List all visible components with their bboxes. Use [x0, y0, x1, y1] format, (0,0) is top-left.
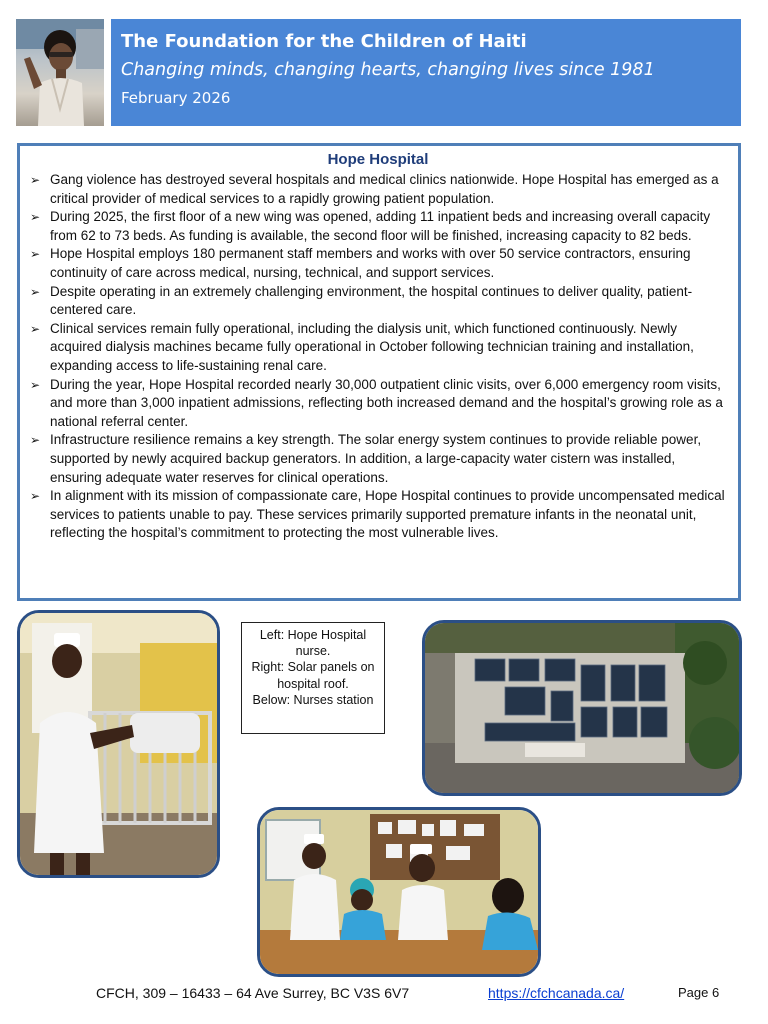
- organization-title: The Foundation for the Children of Haiti: [121, 31, 527, 52]
- solar-panels-photo: [422, 620, 742, 796]
- page-number: Page 6: [678, 985, 720, 1000]
- arrowhead-bullet-icon: ➢: [30, 210, 41, 225]
- website-link[interactable]: https://cfchcanada.ca/: [488, 985, 625, 1001]
- issue-date: February 2026: [121, 89, 231, 107]
- caption-below: Below: Nurses station: [252, 692, 374, 707]
- photo-caption: [241, 622, 385, 734]
- mailing-address: CFCH, 309 – 16433 – 64 Ave Surrey, BC V3S 6V7: [96, 985, 410, 1001]
- arrowhead-bullet-icon: ➢: [30, 284, 41, 299]
- list-item: ➢ During the year, Hope Hospital recorded nearly 30,000 outpatient clinic visits, over 6,000 emergency room visits, and more than 3,000 inpatient admissions, reflecting both increased demand and the hospital’s growing role as a national referral center.: [30, 376, 723, 429]
- list-item: ➢ During 2025, the first floor of a new wing was opened, adding 11 inpatient beds and increasing overall capacity from 62 to 73 beds. As funding is available, the second floor will be finished, increasing capacity to 82 beds.: [30, 209, 711, 243]
- list-item: ➢ Gang violence has destroyed several hospitals and medical clinics nationwide. Hope Hospital has emerged as a critical provider of medical services to a rapidly growing patient population.: [30, 172, 719, 206]
- list-item: ➢ Clinical services remain fully operational, including the dialysis unit, which functioned continuously. Newly acquired dialysis machines became fully operational in October following technician training and installation, expanding access to life-sustaining renal care.: [30, 320, 694, 373]
- arrowhead-bullet-icon: ➢: [30, 247, 41, 262]
- list-item: ➢ In alignment with its mission of compassionate care, Hope Hospital continues to provide uncompensated medical services to patients unable to pay. These services primarily supported premature infants in the neonatal unit, reflecting the hospital’s commitment to protecting the most vulnerable lives.: [30, 488, 725, 541]
- arrowhead-bullet-icon: ➢: [30, 489, 41, 504]
- caption-left: Left: Hope Hospital nurse.: [259, 628, 367, 659]
- page-footer: [0, 985, 768, 1005]
- hope-hospital-article: [17, 143, 741, 601]
- arrowhead-bullet-icon: ➢: [30, 321, 41, 336]
- caption-right: Right: Solar panels on hospital roof.: [251, 660, 375, 691]
- founder-portrait: [16, 19, 104, 126]
- list-item: ➢ Despite operating in an extremely challenging environment, the hospital continues to deliver quality, patient-centered care.: [30, 283, 693, 318]
- article-heading: Hope Hospital: [327, 151, 429, 168]
- list-item: ➢ Hope Hospital employs 180 permanent staff members and works with over 50 service contractors, ensuring continuity of care across medical, nursing, technical, and support services.: [30, 246, 691, 280]
- article-bullet-list: [28, 171, 728, 543]
- list-item: ➢ Infrastructure resilience remains a key strength. The solar energy system continues to provide reliable power, supported by newly acquired backup generators. In addition, a large-capacity water cistern was installed, ensuring adequate water reserves for clinical operations.: [30, 432, 702, 485]
- nurses-station-photo: [257, 807, 541, 977]
- arrowhead-bullet-icon: ➢: [30, 377, 41, 392]
- arrowhead-bullet-icon: ➢: [30, 173, 41, 187]
- arrowhead-bullet-icon: ➢: [30, 433, 41, 448]
- nurse-photo: [17, 610, 220, 878]
- organization-tagline: Changing minds, changing hearts, changing lives since 1981: [121, 60, 655, 80]
- header-banner: [111, 19, 741, 126]
